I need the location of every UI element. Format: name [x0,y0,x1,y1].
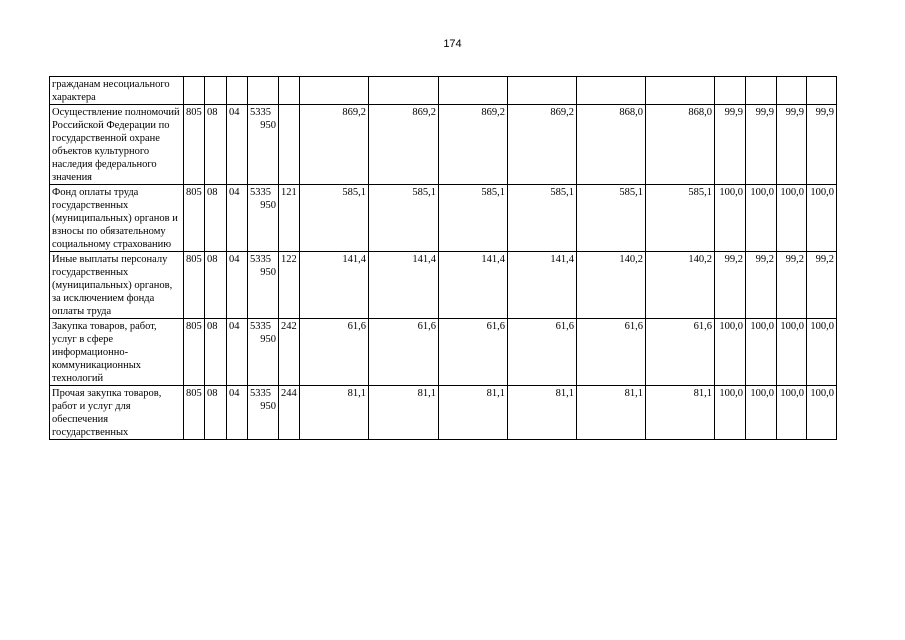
subsection-code [227,319,248,386]
p3-text: 100,0 [780,388,804,399]
expense-type-code [279,319,300,386]
amount-5 [577,252,646,319]
percent-2 [746,386,777,440]
csr-top-text: 5335 [250,187,271,198]
ministry-code [184,185,205,252]
name-text: Закупка товаров, работ, услуг в сфере информационно-коммуникационных технологий [52,321,157,384]
ministry-text: 805 [186,187,202,198]
amount-6 [646,319,715,386]
budget-table [49,76,837,440]
amount-4 [508,386,577,440]
p1-text: 100,0 [719,321,743,332]
expense-type-code [279,386,300,440]
v5-text: 585,1 [619,187,643,198]
amount-3 [439,319,508,386]
subsection-code [227,252,248,319]
expense-name [50,386,184,440]
csr-top-text: 5335 [250,321,271,332]
p4-text: 100,0 [810,187,834,198]
p2-text: 100,0 [750,321,774,332]
target-article-code [248,386,279,440]
v6-text: 81,1 [693,388,712,399]
p2-text: 100,0 [750,388,774,399]
csr-bottom-text: 950 [260,267,276,278]
expense-type-code [279,252,300,319]
percent-4 [807,185,837,252]
expense-name [50,77,184,105]
amount-5 [577,185,646,252]
section-code [205,105,227,185]
v2-text: 141,4 [412,254,436,265]
percent-1 [715,105,746,185]
expense-name [50,252,184,319]
ministry-code [184,386,205,440]
target-article-code [248,252,279,319]
ministry-text: 805 [186,107,202,118]
subsection-code [227,77,248,105]
percent-2 [746,105,777,185]
amount-1 [300,252,369,319]
v3-text: 585,1 [481,187,505,198]
table-body [50,77,837,440]
p3-text: 99,2 [785,254,804,265]
v1-text: 869,2 [342,107,366,118]
v2-text: 61,6 [417,321,436,332]
p2-text: 100,0 [750,187,774,198]
amount-2 [369,386,439,440]
p2-text: 99,2 [755,254,774,265]
p3-text: 99,9 [785,107,804,118]
csr-top-text: 5335 [250,107,271,118]
ministry-code [184,319,205,386]
amount-6 [646,185,715,252]
section-text: 08 [207,388,218,399]
p2-text: 99,9 [755,107,774,118]
v6-text: 140,2 [688,254,712,265]
ministry-code [184,252,205,319]
ministry-text: 805 [186,321,202,332]
v6-text: 868,0 [688,107,712,118]
target-article-code [248,105,279,185]
amount-1 [300,77,369,105]
expense-type-code [279,77,300,105]
percent-3 [777,252,807,319]
amount-3 [439,386,508,440]
page-number: 174 [443,38,462,50]
subsection-text: 04 [229,254,240,265]
percent-3 [777,319,807,386]
subsection-code [227,386,248,440]
amount-2 [369,77,439,105]
p3-text: 100,0 [780,321,804,332]
v4-text: 141,4 [550,254,574,265]
csr-top-text: 5335 [250,388,271,399]
amount-4 [508,77,577,105]
percent-1 [715,319,746,386]
table-row [50,252,837,319]
section-text: 08 [207,321,218,332]
subsection-code [227,105,248,185]
vr-text: 121 [281,187,297,198]
p4-text: 100,0 [810,388,834,399]
p1-text: 100,0 [719,187,743,198]
amount-4 [508,185,577,252]
percent-2 [746,77,777,105]
csr-top-text: 5335 [250,254,271,265]
section-text: 08 [207,254,218,265]
v2-text: 869,2 [412,107,436,118]
percent-4 [807,105,837,185]
section-code [205,319,227,386]
v4-text: 61,6 [555,321,574,332]
percent-4 [807,386,837,440]
csr-bottom-text: 950 [260,200,276,211]
v4-text: 585,1 [550,187,574,198]
v4-text: 81,1 [555,388,574,399]
amount-3 [439,252,508,319]
amount-5 [577,77,646,105]
csr-bottom-text: 950 [260,334,276,345]
vr-text: 244 [281,388,297,399]
amount-5 [577,105,646,185]
percent-4 [807,77,837,105]
p4-text: 99,2 [815,254,834,265]
amount-2 [369,105,439,185]
table-row [50,185,837,252]
percent-4 [807,319,837,386]
v6-text: 61,6 [693,321,712,332]
v5-text: 61,6 [624,321,643,332]
amount-2 [369,185,439,252]
expense-type-code [279,185,300,252]
amount-3 [439,185,508,252]
amount-1 [300,185,369,252]
v5-text: 81,1 [624,388,643,399]
expense-name [50,185,184,252]
expense-type-code [279,105,300,185]
p1-text: 99,2 [724,254,743,265]
amount-4 [508,105,577,185]
vr-text: 122 [281,254,297,265]
ministry-code [184,105,205,185]
percent-3 [777,185,807,252]
amount-3 [439,77,508,105]
amount-6 [646,386,715,440]
percent-2 [746,319,777,386]
amount-5 [577,386,646,440]
p1-text: 99,9 [724,107,743,118]
v6-text: 585,1 [688,187,712,198]
v3-text: 141,4 [481,254,505,265]
ministry-text: 805 [186,254,202,265]
name-text: Иные выплаты персоналу государственных (муниципальных) органов, за исключением фонда оплаты труда [52,254,173,317]
section-text: 08 [207,107,218,118]
percent-3 [777,386,807,440]
percent-2 [746,252,777,319]
p3-text: 100,0 [780,187,804,198]
target-article-code [248,185,279,252]
v1-text: 81,1 [347,388,366,399]
v3-text: 81,1 [486,388,505,399]
v3-text: 61,6 [486,321,505,332]
percent-1 [715,185,746,252]
section-text: 08 [207,187,218,198]
expense-name [50,319,184,386]
v3-text: 869,2 [481,107,505,118]
amount-1 [300,105,369,185]
amount-4 [508,252,577,319]
subsection-text: 04 [229,187,240,198]
amount-1 [300,386,369,440]
percent-4 [807,252,837,319]
percent-1 [715,252,746,319]
table-row [50,77,837,105]
p1-text: 100,0 [719,388,743,399]
v2-text: 81,1 [417,388,436,399]
table-row [50,105,837,185]
v1-text: 61,6 [347,321,366,332]
amount-6 [646,252,715,319]
section-code [205,386,227,440]
amount-5 [577,319,646,386]
name-text: Прочая закупка товаров, работ и услуг для обеспечения государственных [52,388,162,438]
ministry-text: 805 [186,388,202,399]
subsection-text: 04 [229,388,240,399]
v1-text: 585,1 [342,187,366,198]
target-article-code [248,319,279,386]
subsection-code [227,185,248,252]
subsection-text: 04 [229,107,240,118]
amount-2 [369,319,439,386]
name-text: гражданам несоциального характера [52,79,170,103]
section-code [205,252,227,319]
name-text: Осуществление полномочий Российской Федерации по государственной охране объектов культурного наследия федерального значения [52,107,180,183]
subsection-text: 04 [229,321,240,332]
v4-text: 869,2 [550,107,574,118]
p4-text: 99,9 [815,107,834,118]
csr-bottom-text: 950 [260,401,276,412]
percent-3 [777,77,807,105]
amount-1 [300,319,369,386]
v5-text: 868,0 [619,107,643,118]
section-code [205,185,227,252]
v1-text: 141,4 [342,254,366,265]
csr-bottom-text: 950 [260,120,276,131]
percent-3 [777,105,807,185]
vr-text: 242 [281,321,297,332]
amount-6 [646,77,715,105]
percent-1 [715,386,746,440]
p4-text: 100,0 [810,321,834,332]
amount-3 [439,105,508,185]
table-row [50,319,837,386]
expense-name [50,105,184,185]
v2-text: 585,1 [412,187,436,198]
ministry-code [184,77,205,105]
target-article-code [248,77,279,105]
v5-text: 140,2 [619,254,643,265]
amount-4 [508,319,577,386]
amount-2 [369,252,439,319]
table-row [50,386,837,440]
name-text: Фонд оплаты труда государственных (муниципальных) органов и взносы по обязательному социальному страхованию [52,187,178,250]
percent-1 [715,77,746,105]
percent-2 [746,185,777,252]
section-code [205,77,227,105]
amount-6 [646,105,715,185]
